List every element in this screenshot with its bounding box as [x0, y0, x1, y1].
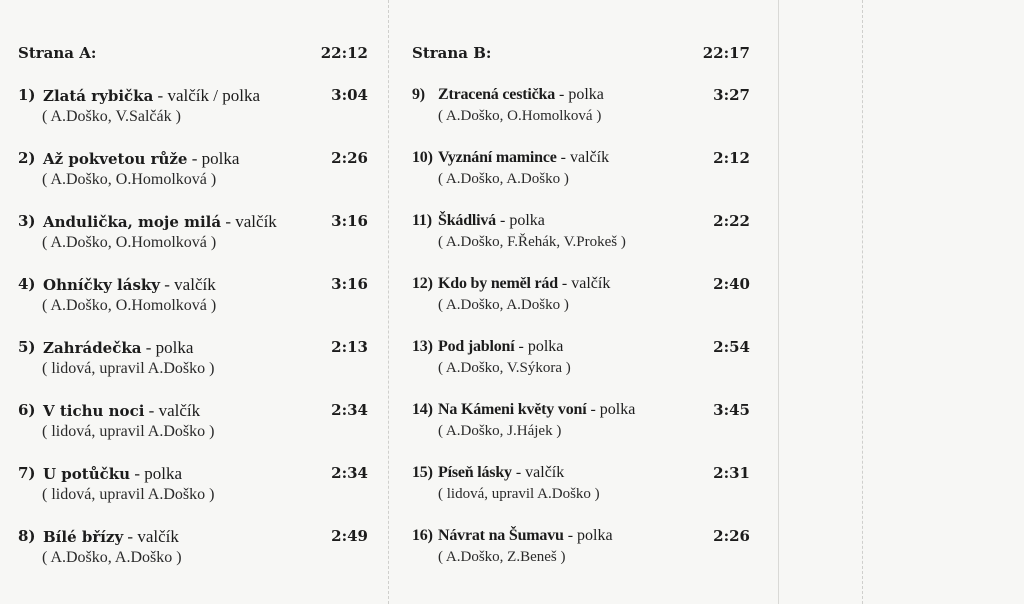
side-a-panel	[18, 0, 368, 604]
track-duration: 2:54	[713, 338, 750, 356]
track-duration: 2:22	[713, 212, 750, 230]
track-number: 16)	[412, 527, 433, 544]
track-title: Bílé břízy	[43, 528, 124, 546]
track-row	[412, 275, 750, 331]
track-credits: ( lidová, upravil A.Doško )	[42, 486, 215, 503]
track-duration: 2:26	[331, 149, 368, 167]
track-duration: 3:16	[331, 212, 368, 230]
track-genre: - polka	[555, 86, 604, 103]
track-genre: - valčík / polka	[153, 86, 260, 105]
track-title-line	[438, 212, 545, 230]
track-title: Návrat na Šumavu	[438, 527, 564, 544]
track-title: Na Kámeni květy voní	[438, 401, 587, 418]
track-duration: 3:16	[331, 275, 368, 293]
track-title: Kdo by neměl rád	[438, 275, 558, 292]
track-number: 4)	[18, 275, 36, 293]
track-genre: - polka	[496, 212, 545, 229]
track-title: Ohníčky lásky	[43, 276, 161, 294]
track-title: U potůčku	[43, 465, 131, 483]
track-credits: ( A.Doško, V.Sýkora )	[438, 360, 571, 376]
track-title-line	[43, 212, 277, 232]
track-title: V tichu noci	[43, 402, 145, 420]
track-credits: ( A.Doško, F.Řehák, V.Prokeš )	[438, 234, 626, 250]
track-title-line	[43, 401, 200, 421]
track-credits: ( lidová, upravil A.Doško )	[42, 360, 215, 377]
track-number: 7)	[18, 464, 36, 482]
side-b-label: Strana B:	[412, 44, 492, 62]
track-duration: 3:04	[331, 86, 368, 104]
track-credits: ( A.Doško, A.Doško )	[42, 549, 182, 566]
track-title-line	[43, 527, 179, 547]
track-genre: - valčík	[123, 527, 179, 546]
center-fold-line	[388, 0, 389, 604]
track-row	[412, 212, 750, 268]
track-credits: ( A.Doško, J.Hájek )	[438, 423, 562, 439]
track-title: Andulička, moje milá	[43, 213, 222, 231]
track-number: 1)	[18, 86, 36, 104]
track-genre: - valčík	[144, 401, 201, 420]
track-title-line	[438, 464, 564, 482]
track-row	[18, 527, 368, 583]
track-title-line	[43, 338, 193, 358]
track-title-line	[438, 401, 635, 419]
track-genre: - valčík	[160, 275, 216, 294]
track-genre: - valčík	[556, 149, 610, 166]
track-duration: 3:45	[713, 401, 750, 419]
side-a-header	[18, 44, 368, 66]
track-number: 10)	[412, 149, 433, 166]
track-row	[412, 401, 750, 457]
track-genre: - polka	[563, 527, 613, 544]
track-number: 11)	[412, 212, 432, 229]
track-title-line	[43, 275, 216, 295]
track-title: Ztracená cestička	[438, 86, 556, 103]
track-title-line	[438, 338, 563, 356]
track-duration: 2:26	[713, 527, 750, 545]
track-duration: 3:27	[713, 86, 750, 104]
track-duration: 2:34	[331, 401, 368, 419]
track-title: Zahrádečka	[43, 339, 142, 357]
track-genre: - polka	[586, 401, 636, 418]
track-credits: ( lidová, upravil A.Doško )	[42, 423, 215, 440]
track-title: Zlatá rybička	[43, 87, 154, 105]
track-credits: ( lidová, upravil A.Doško )	[438, 486, 600, 502]
track-duration: 2:31	[713, 464, 750, 482]
track-number: 6)	[18, 401, 36, 419]
track-genre: - valčík	[221, 212, 277, 231]
side-b-panel	[412, 0, 750, 604]
track-credits: ( A.Doško, Z.Beneš )	[438, 549, 566, 565]
track-row	[18, 464, 368, 520]
track-row	[412, 338, 750, 394]
track-genre: - polka	[187, 149, 240, 168]
track-number: 5)	[18, 338, 36, 356]
track-row	[412, 527, 750, 583]
track-number: 9)	[412, 86, 425, 103]
track-duration: 2:12	[713, 149, 750, 167]
track-duration: 2:13	[331, 338, 368, 356]
track-genre: - polka	[514, 338, 564, 355]
track-row	[18, 275, 368, 331]
track-number: 15)	[412, 464, 433, 481]
track-title: Škádlivá	[438, 212, 496, 229]
side-b-total-time: 22:17	[702, 44, 750, 62]
track-number: 2)	[18, 149, 36, 167]
spine-fold-right	[862, 0, 863, 604]
track-row	[18, 86, 368, 142]
track-genre: - polka	[130, 464, 183, 483]
track-title-line	[438, 86, 604, 104]
track-title-line	[438, 149, 609, 167]
track-title-line	[43, 149, 239, 169]
track-credits: ( A.Doško, A.Doško )	[438, 171, 569, 187]
track-genre: - polka	[141, 338, 194, 357]
track-duration: 2:34	[331, 464, 368, 482]
track-duration: 2:40	[713, 275, 750, 293]
track-number: 12)	[412, 275, 433, 292]
track-title: Pod jabloní	[438, 338, 515, 355]
track-title: Píseň lásky	[438, 464, 512, 481]
track-number: 14)	[412, 401, 433, 418]
side-a-total-time: 22:12	[320, 44, 368, 62]
track-title-line	[43, 86, 260, 106]
track-title: Vyznání mamince	[438, 149, 557, 166]
track-row	[412, 464, 750, 520]
track-credits: ( A.Doško, A.Doško )	[438, 297, 569, 313]
track-credits: ( A.Doško, O.Homolková )	[42, 234, 217, 251]
track-genre: - valčík	[557, 275, 611, 292]
track-row	[18, 338, 368, 394]
track-genre: - valčík	[511, 464, 565, 481]
track-row	[18, 401, 368, 457]
track-title-line	[438, 527, 613, 545]
track-row	[412, 149, 750, 205]
track-row	[412, 86, 750, 142]
spine-fold-left	[778, 0, 779, 604]
track-number: 13)	[412, 338, 433, 355]
side-b-header	[412, 44, 750, 66]
track-credits: ( A.Doško, O.Homolková )	[42, 297, 217, 314]
track-number: 3)	[18, 212, 36, 230]
track-credits: ( A.Doško, V.Salčák )	[42, 108, 181, 125]
track-row	[18, 149, 368, 205]
track-title-line	[43, 464, 182, 484]
track-title-line	[438, 275, 610, 293]
track-credits: ( A.Doško, O.Homolková )	[438, 108, 602, 124]
track-row	[18, 212, 368, 268]
track-credits: ( A.Doško, O.Homolková )	[42, 171, 217, 188]
track-title: Až pokvetou růže	[43, 150, 188, 168]
track-number: 8)	[18, 527, 36, 545]
track-duration: 2:49	[331, 527, 368, 545]
side-a-label: Strana A:	[18, 44, 97, 62]
